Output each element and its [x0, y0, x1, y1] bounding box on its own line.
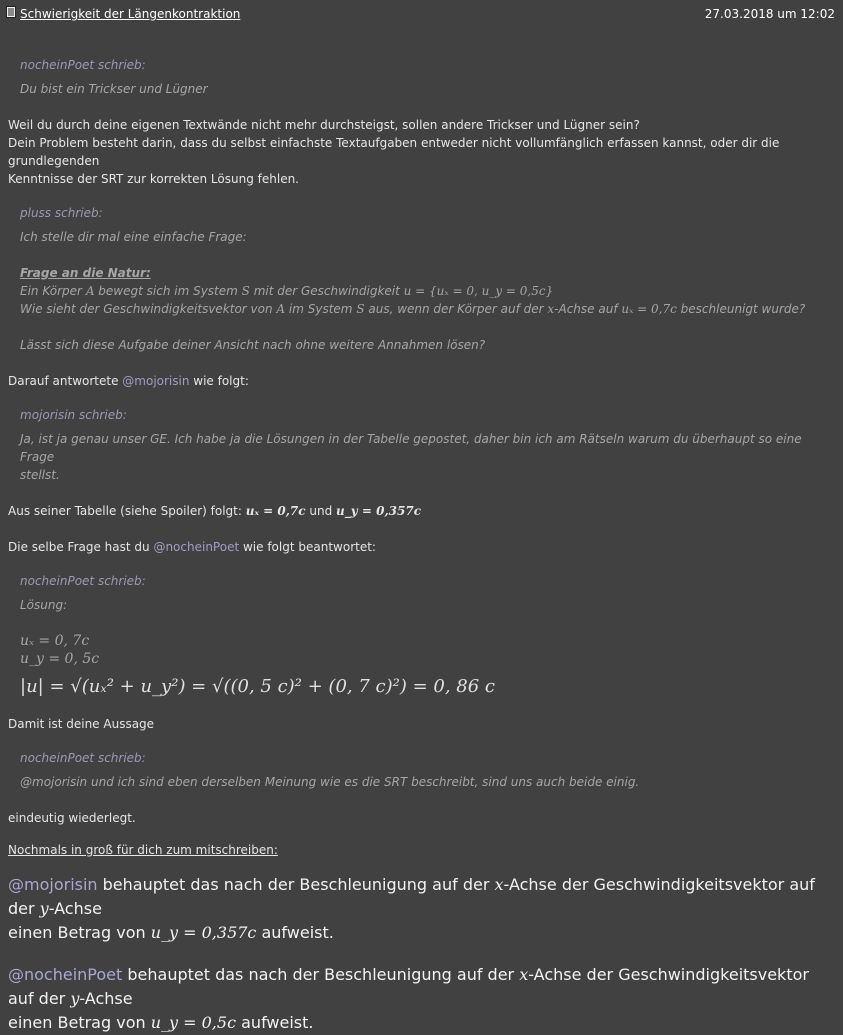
- mention-link[interactable]: @mojorisin: [8, 875, 98, 894]
- quote-text: @mojorisin und ich sind eben derselben Meinung wie es die SRT beschreibt, sind uns auch beide einig.: [20, 775, 640, 789]
- quote-text: Ja, ist ja genau unser GE. Ich habe ja die Lösungen in der Tabelle gepostet, daher bin ich am Rätseln warum du überhaupt so eine Frage: [20, 432, 802, 464]
- post-body: [8, 58, 834, 1035]
- mention-link[interactable]: @nocheinPoet: [8, 965, 123, 984]
- formula-line: u_y = 0, 5c: [20, 651, 100, 667]
- paragraph: [8, 116, 834, 188]
- quote-text: stellst.: [20, 468, 60, 482]
- text-line: Dein Problem besteht darin, dass du selbst einfachste Textaufgaben entweder nicht vollumfänglich erfassen kannst, oder dir die grundlegenden: [8, 136, 780, 168]
- formula-main: |u| = √(uₓ² + u_y²) = √((0, 5 c)² + (0, 7 c)²) = 0, 86 c: [20, 676, 495, 697]
- mention-link[interactable]: @mojorisin: [122, 374, 190, 388]
- quote-author: nocheinPoet schrieb:: [20, 751, 146, 765]
- quote-text: Ich stelle dir mal eine einfache Frage:: [20, 230, 247, 244]
- quote-block: [20, 408, 834, 484]
- quote-block: [20, 58, 834, 98]
- mention-link[interactable]: @nocheinPoet: [153, 540, 240, 554]
- text-line: Weil du durch deine eigenen Textwände nicht mehr durchsteigst, sollen andere Trickser und Lügner sein?: [8, 118, 640, 132]
- quote-text: Lässt sich diese Aufgabe deiner Ansicht nach ohne weitere Annahmen lösen?: [20, 338, 486, 352]
- large-paragraph: @mojorisin behauptet das nach der Beschleunigung auf der x-Achse der Geschwindigkeitsvektor auf der y-Achse einen Betrag von u_y = 0,357c aufweist.: [8, 875, 815, 942]
- formula-line: uₓ = 0, 7c: [20, 633, 90, 649]
- paragraph: Darauf antwortete @mojorisin wie folgt:: [8, 374, 249, 388]
- paragraph: Damit ist deine Aussage: [8, 717, 155, 731]
- quote-text: Ein Körper A bewegt sich im System S mit der Geschwindigkeit u = {uₓ = 0, u_y = 0,5c}: [20, 284, 554, 298]
- paragraph: Nochmals in groß für dich zum mitschreiben:: [8, 843, 278, 857]
- quote-author: mojorisin schrieb:: [20, 408, 127, 422]
- quote-author: nocheinPoet schrieb:: [20, 58, 146, 72]
- paragraph: Aus seiner Tabelle (siehe Spoiler) folgt: uₓ = 0,7c und u_y = 0,357c: [8, 504, 422, 518]
- quote-author: pluss schrieb:: [20, 206, 103, 220]
- post-date: 27.03.2018 um 12:02: [704, 7, 835, 21]
- large-paragraph: @nocheinPoet behauptet das nach der Beschleunigung auf der x-Achse der Geschwindigkeitsvektor auf der y-Achse einen Betrag von u_y = 0,5c aufweist.: [8, 965, 809, 1032]
- quote-text: Lösung:: [20, 598, 68, 612]
- quote-block: [20, 206, 834, 354]
- quote-heading: Frage an die Natur:: [20, 266, 151, 280]
- quote-block: [20, 751, 834, 791]
- post-header: [0, 0, 843, 30]
- quote-author: nocheinPoet schrieb:: [20, 574, 146, 588]
- quote-text: Wie sieht der Geschwindigkeitsvektor von A im System S aus, wenn der Körper auf der x-Achse auf uₓ = 0,7c beschleunigt wurde?: [20, 302, 806, 316]
- paragraph: Die selbe Frage hast du @nocheinPoet wie folgt beantwortet:: [8, 540, 376, 554]
- quote-block: [20, 574, 834, 697]
- document-icon: [6, 6, 16, 18]
- text-line: Kenntnisse der SRT zur korrekten Lösung fehlen.: [8, 172, 299, 186]
- paragraph: eindeutig wiederlegt.: [8, 811, 136, 825]
- post-title-link[interactable]: Schwierigkeit der Längenkontraktion: [20, 7, 241, 21]
- quote-text: Du bist ein Trickser und Lügner: [20, 82, 208, 96]
